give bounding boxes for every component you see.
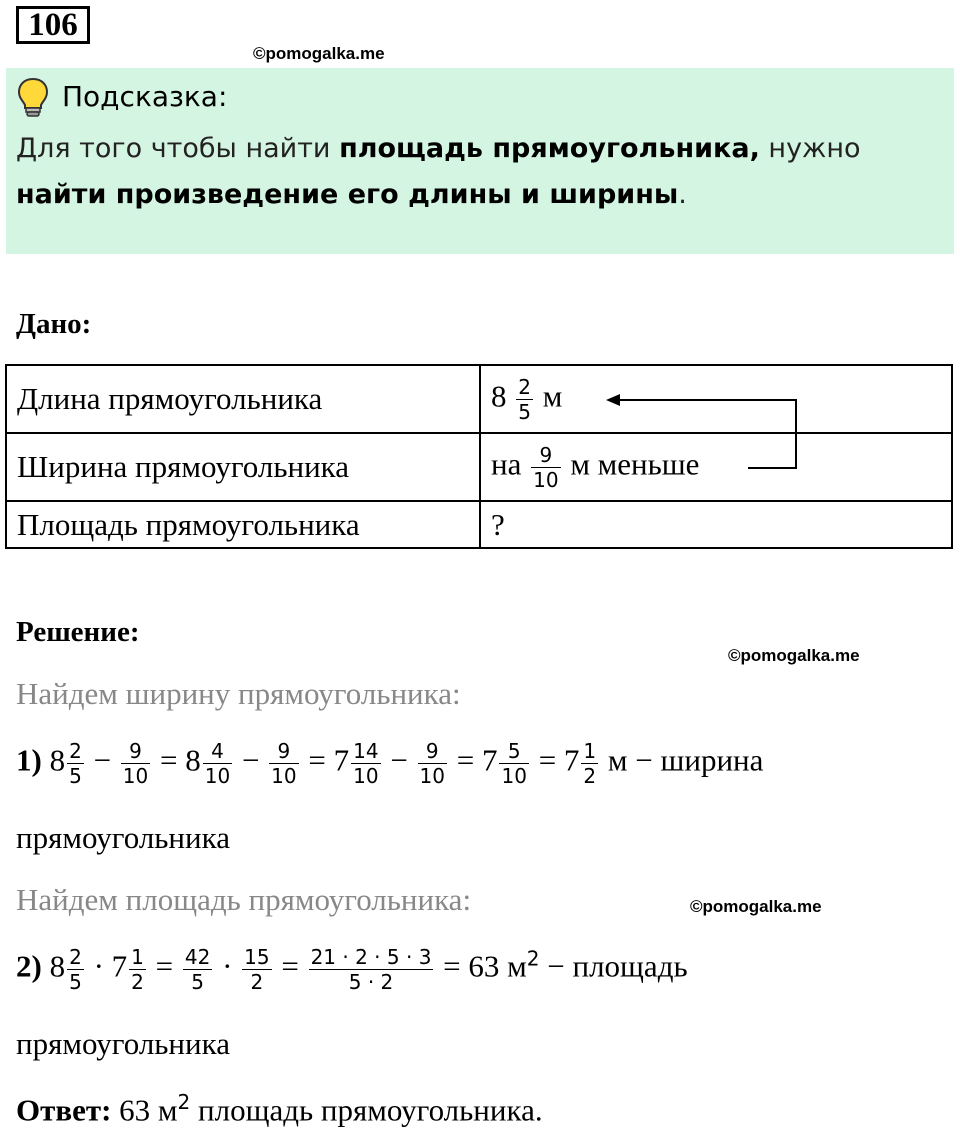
task-number: 106 [16,6,90,44]
step2-continuation: прямоугольника [16,1026,230,1061]
answer: Ответ: 63 $м^2$ площадь прямоугольника. [16,1090,543,1128]
table-row [6,433,952,501]
relation-arrow [600,388,810,480]
solution-heading: Решение: [16,616,140,648]
watermark: ©pomogalka.me [690,897,822,916]
step2-equation: 2) 8 $\frac{2}{5}$ · 7 $\frac{1}{2}$ = $\frac{42}{5}$ · $\frac{15}{2}$ = $\frac{21 \cdot 2 \cdot 5 \cdot 3}{5 \cdot 2}$ = 63 $м^2$ − площадь [16,945,688,994]
given-table [5,364,953,549]
watermark: ©pomogalka.me [728,646,860,665]
area-value: ? [480,501,952,548]
hint-text: Для того чтобы найти площадь прямоугольника, нужно найти произведение его длины и ширины. [16,133,861,210]
step1-equation: 1) 8 $\frac{2}{5}$ − $\frac{9}{10}$ = 8 $\frac{4}{10}$ − $\frac{9}{10}$ = 7 $\frac{14}{10}$ − $\frac{9}{10}$ = 7 $\frac{5}{10}$ = 7 $\frac{1}{2}$ м − ширина [16,739,764,788]
table-row [6,501,952,548]
width-label: Ширина прямоугольника [6,433,480,501]
step2-intro: Найдем площадь прямоугольника: [16,882,472,917]
table-row [6,365,952,433]
length-label: Длина прямоугольника [6,365,480,433]
step1-continuation: прямоугольника [16,820,230,855]
hint-title: Подсказка: [62,80,228,113]
given-heading: Дано: [16,308,92,340]
step1-intro: Найдем ширину прямоугольника: [16,676,461,711]
length-value: 8 $\frac{2}{5}$ м [480,365,952,433]
watermark: ©pomogalka.me [253,44,385,63]
area-label: Площадь прямоугольника [6,501,480,548]
lightbulb-icon [16,76,50,118]
width-value: на $\frac{9}{10}$ м меньше [480,433,952,501]
